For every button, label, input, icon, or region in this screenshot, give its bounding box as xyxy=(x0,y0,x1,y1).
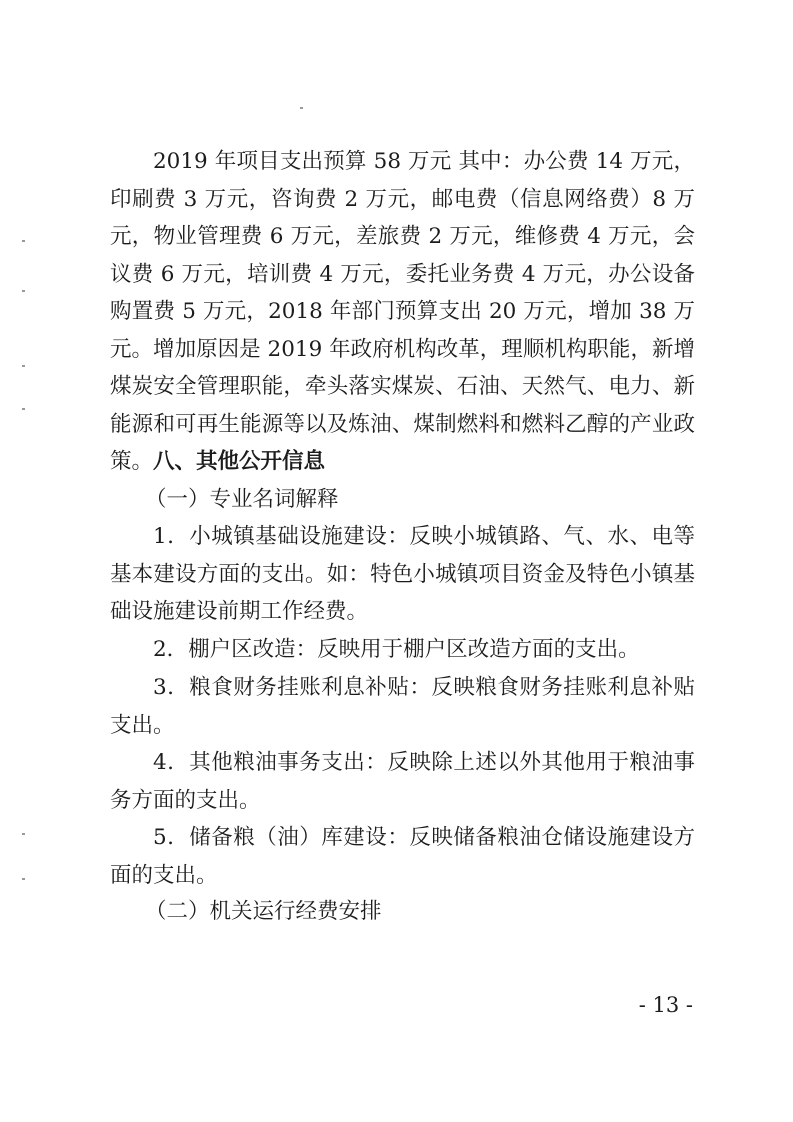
subsection-heading-operating-funds: （二）机关运行经费安排 xyxy=(145,899,382,924)
scan-speck xyxy=(22,408,25,410)
budget-paragraph: 2019 年项目支出预算 58 万元 其中：办公费 14 万元，印刷费 3 万元，咨询费 2 万元，邮电费（信息网络费）8 万元，物业管理费 6 万元，差旅费 2 万元，维修费 4 万元，会议费 6 万元，培训费 4 万元，委托业务费 4 万元，办公设备购置费 5 万元，2018 年部门预算支出 20 万元，增加 38 万元。增加原因是 2019 年政府机构改革，理顺机构职能，新增煤炭安全管理职能，牵头落实煤炭、石油、天然气、电力、新能源和可再生能源等以及炼油、煤制燃料和燃料乙醇的产业政策。 xyxy=(110,149,695,474)
scan-speck xyxy=(22,240,25,242)
term-item-2: 2．棚户区改造：反映用于棚户区改造方面的支出。 xyxy=(153,637,640,662)
term-item-4: 4．其他粮油事务支出：反映除上述以外其他用于粮油事务方面的支出。 xyxy=(110,750,695,813)
term-item-1: 1．小城镇基础设施建设：反映小城镇路、气、水、电等基本建设方面的支出。如：特色小城镇项目资金及特色小镇基础设施建设前期工作经费。 xyxy=(110,524,695,624)
section-heading: 八、其他公开信息 xyxy=(153,449,326,474)
page-number: - 13 - xyxy=(638,993,693,1017)
scan-speck xyxy=(300,107,303,109)
scan-speck xyxy=(22,290,25,292)
term-item-3: 3．粮食财务挂账利息补贴：反映粮食财务挂账利息补贴支出。 xyxy=(110,675,695,738)
term-item-5: 5．储备粮（油）库建设：反映储备粮油仓储设施建设方面的支出。 xyxy=(110,825,695,888)
scan-speck xyxy=(22,833,25,835)
scan-speck xyxy=(22,365,25,367)
scan-speck xyxy=(22,878,25,880)
subsection-heading-terms: （一）专业名词解释 xyxy=(145,487,339,512)
